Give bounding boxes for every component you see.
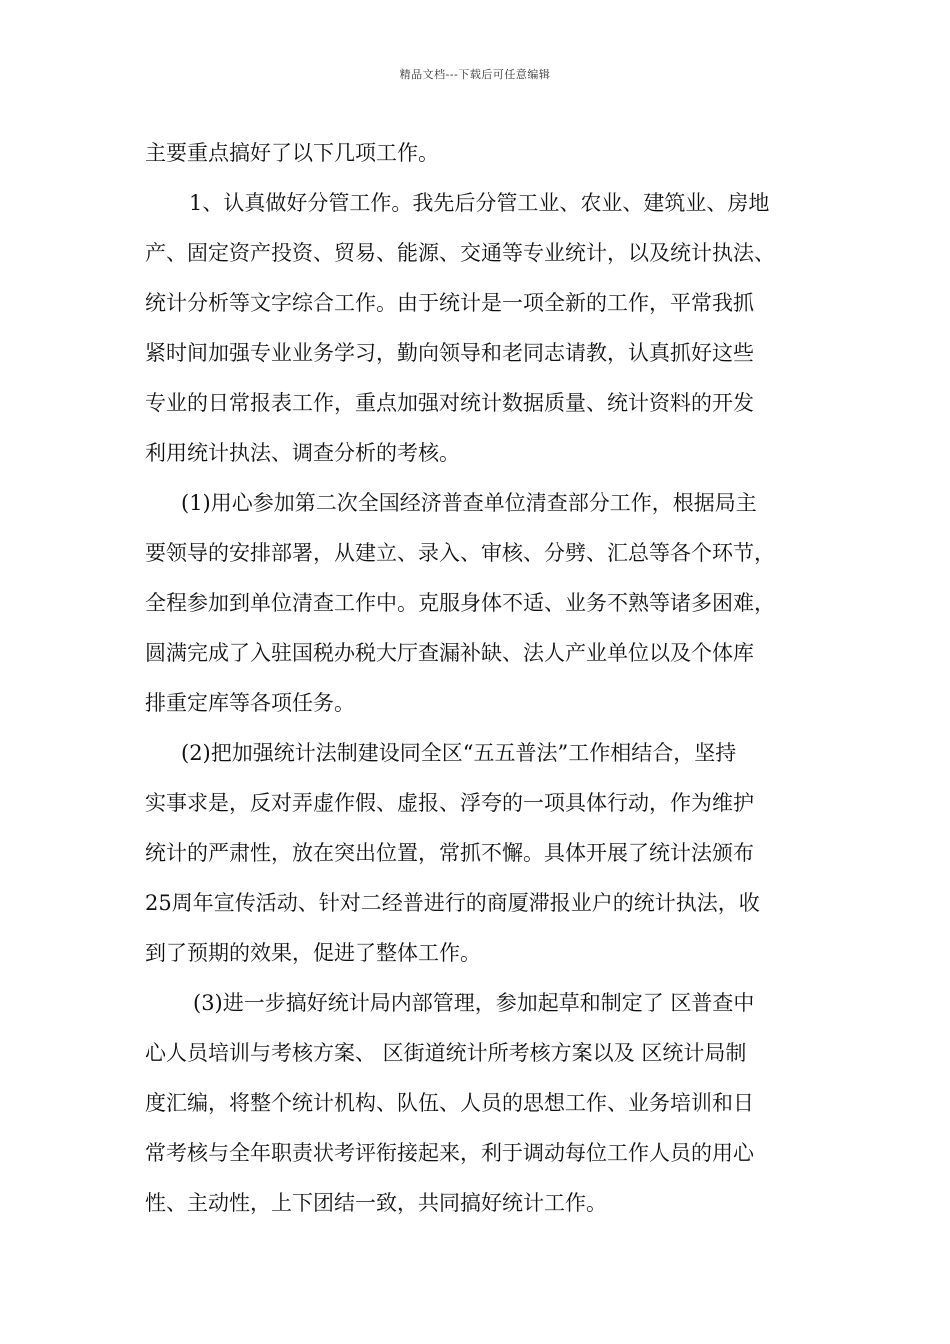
text-line: (2)把加强统计法制建设同全区“五五普法”工作相结合，坚持 bbox=[181, 741, 737, 765]
document-body bbox=[145, 128, 825, 1228]
text-line: 实事求是，反对弄虚作假、虚报、浮夸的一项具体行动，作为维护 bbox=[145, 791, 754, 815]
text-line: 圆满完成了入驻国税办税大厅查漏补缺、法人产业单位以及个体库 bbox=[145, 641, 754, 665]
text-line: 专业的日常报表工作，重点加强对统计数据质量、统计资料的开发 bbox=[145, 391, 754, 415]
text-line: (1)用心参加第二次全国经济普查单位清查部分工作，根据局主 bbox=[181, 491, 757, 515]
text-line: 要领导的安排部署，从建立、录入、审核、分劈、汇总等各个环节， bbox=[145, 541, 775, 565]
text-line: 排重定库等各项任务。 bbox=[145, 691, 355, 715]
text-line: 25周年宣传活动、针对二经普进行的商厦滞报业户的统计执法，收 bbox=[145, 891, 760, 915]
text-line: 1、认真做好分管工作。我先后分管工业、农业、建筑业、房地 bbox=[189, 191, 770, 215]
text-line: (3)进一步搞好统计局内部管理，参加起草和制定了 区普查中 bbox=[193, 991, 755, 1015]
text-line: 性、主动性，上下团结一致，共同搞好统计工作。 bbox=[145, 1191, 607, 1215]
text-line: 主要重点搞好了以下几项工作。 bbox=[145, 141, 439, 165]
page-header: 精品文档---下载后可任意编辑 bbox=[399, 68, 551, 81]
text-line: 常考核与全年职责状考评衔接起来，利于调动每位工作人员的用心 bbox=[145, 1141, 754, 1165]
text-line: 紧时间加强专业业务学习，勤向领导和老同志请教，认真抓好这些 bbox=[145, 341, 754, 365]
text-line: 统计的严肃性，放在突出位置，常抓不懈。具体开展了统计法颁布 bbox=[145, 841, 754, 865]
text-line: 度汇编，将整个统计机构、队伍、人员的思想工作、业务培训和日 bbox=[145, 1091, 754, 1115]
text-line: 到了预期的效果，促进了整体工作。 bbox=[145, 941, 481, 965]
text-line: 心人员培训与考核方案、 区街道统计所考核方案以及 区统计局制 bbox=[145, 1041, 747, 1065]
text-line: 利用统计执法、调查分析的考核。 bbox=[145, 441, 460, 465]
text-line: 全程参加到单位清查工作中。克服身体不适、业务不熟等诸多困难， bbox=[145, 591, 775, 615]
text-line: 产、固定资产投资、贸易、能源、交通等专业统计，以及统计执法、 bbox=[145, 241, 775, 265]
text-line: 统计分析等文字综合工作。由于统计是一项全新的工作，平常我抓 bbox=[145, 291, 754, 315]
